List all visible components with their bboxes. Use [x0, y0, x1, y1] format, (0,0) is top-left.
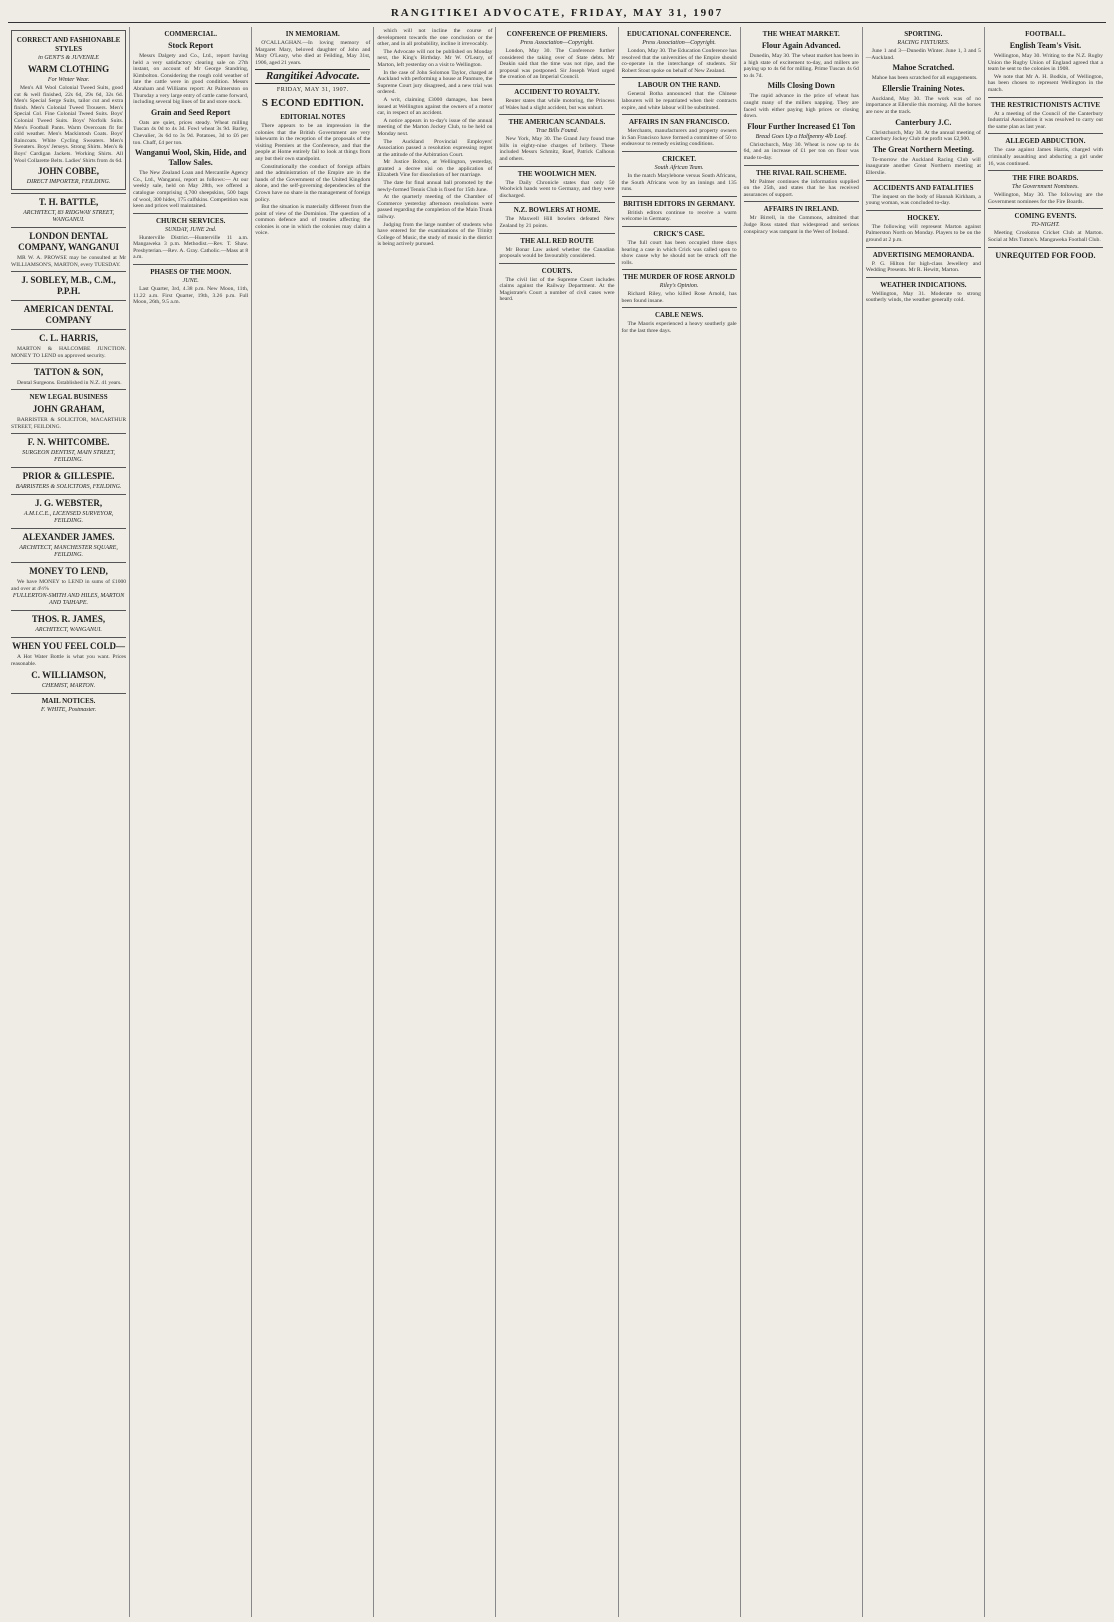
- ad-tatton-sub: Dental Surgeons. Established in N.Z. 41 years.: [17, 379, 122, 386]
- education-text: London, May 30. The Education Conference has resolved that the universities of the Empire should co-operate in the interchange of students. Sir Robert Stout spoke on behalf of New Zealand.: [621, 48, 737, 74]
- divider: [988, 247, 1103, 248]
- clothing-ad: [11, 30, 126, 190]
- murder-text: Richard Riley, who killed Rose Arnold, has been found insane.: [621, 291, 737, 304]
- church-services-heading: CHURCH SERVICES.: [155, 216, 226, 225]
- church-services-text: Hunterville District.—Hunterville 11 a.m. Mangaweka 3 p.m. Methodist.—Rev. T. Shaw. Presbyterian.—Rev. A. Gray. Catholic.—Mass at 8 a.m.: [133, 234, 249, 261]
- coming-events-heading: COMING EVENTS.: [1014, 212, 1077, 221]
- divider: [11, 193, 126, 194]
- premiers-heading: CONFERENCE OF PREMIERS.: [506, 30, 608, 38]
- news-paragraph: A writ, claiming £3000 damages, has been issued at Wellington against the owners of a motor car, in respect of an accident.: [377, 96, 493, 117]
- column-1-ads: [8, 27, 130, 1617]
- in-memoriam-text: O'CALLAGHAN.—In loving memory of Margaret Mary, beloved daughter of John and Mary O'Leary, who died at Feilding, May 31st, 1906, aged 21 years.: [255, 40, 371, 66]
- ad-cold: WHEN YOU FEEL COLD—: [12, 641, 126, 652]
- in-memoriam-heading: IN MEMORIAM.: [285, 30, 340, 38]
- hockey-heading: HOCKEY.: [907, 213, 940, 222]
- news-paragraph: The Auckland Provincial Employers' Association passed a resolution expressing regret at the attitude of the Arbitration Court.: [377, 138, 493, 158]
- divider: [622, 114, 737, 115]
- hockey-text: The following will represent Marton against Palmerston North on Monday. Players to be on the ground at 2 p.m.: [865, 223, 981, 243]
- royalty-text: Reuter states that while motoring, the Princess of Wales had a slight accident, but was unhurt.: [499, 97, 615, 111]
- divider: [744, 165, 859, 166]
- wheat-text: Dunedin, May 30. The wheat market has been in a high state of excitement to-day, and millers are paying up to 4s 6d for milling. Prime Tuscan 4s 6d to 4s 7d.: [743, 53, 859, 79]
- ad-thos-james-sub: ARCHITECT, WANGANUI.: [35, 627, 102, 634]
- english-team: English Team's Visit.: [1009, 41, 1082, 50]
- ad-alexander-james: ALEXANDER JAMES.: [22, 532, 115, 543]
- scandals-text: New York, May 30. The Grand Jury found true bills in eighty-nine charges of bribery. These included Messrs Schmitz, Ruef, Patrick Calhoun and others.: [499, 136, 615, 162]
- ad-graham-sub: BARRISTER & SOLICITOR, MACARTHUR STREET, FEILDING.: [11, 417, 127, 430]
- divider: [622, 77, 737, 78]
- paper-title: Rangitikei Advocate.: [255, 69, 370, 84]
- moon-phases-text: Last Quarter, 3rd, 4.38 p.m. New Moon, 11th, 11.22 a.m. First Quarter, 19th, 3.26 p.m. Full Moon, 26th, 9.5 a.m.: [133, 286, 249, 306]
- flour-advanced: Flour Again Advanced.: [761, 41, 841, 50]
- editors-heading: BRITISH EDITORS IN GERMANY.: [623, 199, 735, 208]
- racing-fixtures: RACING FIXTURES.: [897, 40, 950, 46]
- wool-sales-text: The New Zealand Loan and Mercantile Agency Co., Ltd., Wanganui, report as follows:— At our weekly sale, held on May 28th, we offered a catalogue comprising 4,700 sheepskins, 500 bags of wool, 300 hides, 175 calfskins. Competition was keen and prices well maintained.: [133, 170, 249, 210]
- divider: [11, 300, 126, 301]
- wheat-heading: THE WHEAT MARKET.: [762, 30, 840, 38]
- divider: [499, 114, 614, 115]
- divider: [988, 208, 1103, 209]
- divider: [11, 637, 126, 638]
- news-paragraph: In the case of John Solomon Taylor, charged at Auckland with performing a house at Panmure, the Supreme Court jury disagreed, and a new trial was ordered.: [377, 69, 493, 96]
- ad-london-dental: LONDON DENTAL COMPANY, WANGANUI: [18, 231, 119, 253]
- restrictionists-heading: THE RESTRICTIONISTS ACTIVE: [990, 100, 1101, 109]
- accidents-heading: ACCIDENTS AND FATALITIES: [873, 183, 974, 192]
- divider: [499, 166, 614, 167]
- divider: [11, 528, 126, 529]
- clothing-ad-body: Men's All Wool Colonial Tweed Suits, good cut & well finished, 22s 6d, 29s 6d, 32s 6d. Men's Special Serge Suits, tailor cut and extra finish. Men's Colonial Tweed Trousers. Men's Special Col. Fine Colonial Tweed Suits. Boys' Colonial Tweed Suits. Boys' Norfolk Suits. Men's Football Pants. Warm Overcoats fit for cold weather. Men's Mackintosh Coats. Boys' Raincoats. White Cycling Sweaters. Men's Sweaters. Boys' Jerseys. Strong Shirts. Men's & Boys' Cardigan Jackets. Working Shirts. All Wool Collarette Belts. Ladies' Shirts from 4s 6d.: [14, 85, 124, 164]
- grain-report-heading: Grain and Seed Report: [150, 107, 231, 117]
- ad-money-sub: We have MONEY to LEND in sums of £1000 and over at 4½%: [11, 579, 127, 592]
- divider: [622, 307, 737, 308]
- san-francisco-heading: AFFAIRS IN SAN FRANCISCO.: [628, 118, 730, 127]
- church-services-date: SUNDAY, JUNE 2nd.: [164, 226, 217, 233]
- editors-text: British editors continue to receive a warm welcome in Germany.: [621, 209, 737, 223]
- column-5-cables: [496, 27, 618, 1617]
- divider: [11, 467, 126, 468]
- great-northern: The Great Northern Meeting.: [872, 144, 974, 154]
- mills-text: The rapid advance in the price of wheat has caught many of the millers napping. They are faced with either paying high prices or closing down.: [743, 93, 859, 120]
- news-paragraph: The date for final annual ball promoted by the newly-formed Tennis Club is fixed for 15th June.: [377, 180, 493, 193]
- mail-notices-heading: MAIL NOTICES.: [41, 696, 96, 705]
- editorial-paragraph: But the situation is materially different from the point of view of the Dominion. The question of a common defence and of treaties affecting the colonies is one in which the colonies may claim a voice.: [255, 204, 371, 237]
- ad-williamson: C. WILLIAMSON,: [31, 669, 106, 680]
- column-4-local-news: [374, 27, 496, 1617]
- divider: [866, 247, 981, 248]
- ad-money: MONEY TO LEND,: [29, 566, 108, 577]
- ireland-heading: AFFAIRS IN IRELAND.: [763, 205, 839, 214]
- column-8-sporting: [863, 27, 985, 1617]
- divider: [11, 562, 126, 563]
- ad-alexander-james-sub: ARCHITECT, MANCHESTER SQUARE, FEILDING.: [19, 545, 118, 559]
- clothing-ad-sub: in GENT'S & JUVENILE: [38, 55, 99, 61]
- column-7-wheat: [741, 27, 863, 1617]
- divider: [866, 180, 981, 181]
- divider: [133, 264, 248, 265]
- divider: [622, 196, 737, 197]
- divider: [133, 213, 248, 214]
- clothing-ad-heading: WARM CLOTHING: [27, 64, 110, 74]
- bowlers-text: The Maxwell Hill bowlers defeated New Zealand by 21 points.: [499, 216, 615, 229]
- cable-news-text: The Maoris experienced a heavy southerly gale for the last three days.: [621, 321, 737, 335]
- rand-text: General Botha announced that the Chinese labourers will be repatriated when their contracts expire, and white labour will be substituted.: [621, 91, 737, 111]
- divider: [499, 84, 614, 85]
- courts-text: The civil list of the Supreme Court includes claims against the Railway Department. At the Magistrate's Court a number of civil cases were heard.: [499, 276, 615, 303]
- ad-graham: JOHN GRAHAM,: [32, 404, 105, 415]
- fire-boards-text: Wellington, May 30. The following are the Government nominees for the Fire Boards.: [987, 192, 1103, 205]
- bowlers-heading: N.Z. BOWLERS AT HOME.: [513, 206, 601, 215]
- cricks-case-text: The full court has been occupied three days hearing a case in which Crick was called upon to show cause why he should not be struck off the rolls.: [621, 239, 737, 266]
- premiers-text: London, May 30. The Conference further considered the taking over of State debts. Mr Deakin said that the time was not ripe, and the proposal was postponed. Sir Joseph Ward urged the creation of an Imperial Council.: [499, 48, 615, 81]
- mahoe-scratched: Mahoe Scratched.: [892, 63, 955, 73]
- ad-money-name: FULLERTON-SMITH AND HILES, MARTON AND TAIHAPE.: [12, 593, 125, 607]
- clothing-ad-sub2: For Winter Wear.: [47, 77, 90, 83]
- football-heading: FOOTBALL.: [1025, 30, 1066, 38]
- cricket-text: In the match Marylebone versus South Africans, the South Africans won by an innings and 135 runs.: [621, 172, 737, 193]
- ad-legal: NEW LEGAL BUSINESS: [29, 393, 108, 402]
- advertising-text: P. G. Hilton for high-class Jewellery and Wedding Presents. Mr R. Hewitt, Marton.: [865, 260, 981, 274]
- columns: [8, 27, 1106, 1617]
- ad-whitcombe-sub: SURGEON DENTIST, MAIN STREET, FEILDING.: [22, 450, 116, 464]
- fire-boards-sub: The Government Nominees.: [1012, 184, 1079, 191]
- ad-american-dental: AMERICAN DENTAL COMPANY: [23, 304, 114, 326]
- ad-tatton: TATTON & SON,: [33, 366, 104, 377]
- royalty-heading: ACCIDENT TO ROYALTY.: [514, 87, 600, 96]
- paper-date: FRIDAY, MAY 31, 1907.: [276, 87, 349, 94]
- ellerslie-notes: Ellerslie Training Notes.: [882, 83, 965, 93]
- editorial-paragraph: Constitutionally the conduct of foreign affairs and the administration of the Empire are in the hands of the Government of the United Kingdom alone, and the self-governing dependencies of the Crown have no share in the management of foreign policy.: [255, 163, 371, 203]
- column-2-commercial: [130, 27, 252, 1617]
- divider: [11, 271, 126, 272]
- cricket-heading: CRICKET.: [662, 154, 697, 163]
- ad-battle-sub: ARCHITECT, 83 RIDGWAY STREET, WANGANUI.: [23, 210, 114, 224]
- ad-harris: C. L. HARRIS,: [39, 333, 98, 344]
- cricks-case-heading: CRICK'S CASE.: [653, 229, 705, 238]
- grain-report-text: Oats are quiet, prices steady. Wheat milling Tuscan 4s 0d to 4s 3d. Fowl wheat 3s 9d. Barley, Chevalier, 3s 6d to 3s 9d. Potatoes, 3d to £6 per ton. Chaff, £4 per ton.: [133, 119, 249, 146]
- divider: [11, 610, 126, 611]
- ad-williamson-sign: CHEMIST, MARTON.: [41, 682, 96, 689]
- ad-sobley: J. SOBLEY, M.B., C.M., P.P.H.: [21, 275, 116, 297]
- divider: [622, 269, 737, 270]
- canterbury-text: Christchurch, May 30. At the annual meeting of Canterbury Jockey Club the profit was £2,900.: [865, 129, 981, 143]
- divider: [744, 201, 859, 202]
- clothing-ad-sign: DIRECT IMPORTER, FEILDING.: [26, 179, 111, 186]
- divider: [988, 133, 1103, 134]
- stock-report-text: Messrs Dalgety and Co., Ltd., report having held a very satisfactory clearing sale on 27th instant, on account of Mr George Standring, Kimbolton. Considering the rough cold weather of late the cattle were in good condition. Messrs Abraham and Williams report: At Palmerston on Thursday a very large entry of cattle came forward, including several big lines of fat and store stock.: [133, 53, 249, 106]
- bread-up: Bread Goes Up a Halfpenny 4lb Loaf.: [755, 133, 847, 140]
- mahoe-text: Mahoe has been scratched for all engagements.: [871, 75, 978, 82]
- editorial-paragraph: There appears to be an impression in the colonies that the British Government are very lukewarm in the reception of the proposals of the visiting Premiers at the Conference, and that the people at Home entirely fail to look at things from any but their own standpoint.: [255, 122, 371, 162]
- divider: [988, 170, 1103, 171]
- murder-sub: Riley's Opinion.: [659, 283, 699, 290]
- woolwich-text: The Daily Chronicle states that only 50 Woolwich hands went to Germany, and they were discharged.: [499, 179, 615, 199]
- divider: [11, 227, 126, 228]
- all-red-route-heading: THE ALL RED ROUTE: [520, 236, 594, 245]
- divider: [11, 329, 126, 330]
- news-paragraph: Judging from the large number of students who have entered for the examinations of the Trinity College of Music, the study of music in the district is being actively pursued.: [377, 221, 493, 248]
- editorial-notes-heading: EDITORIAL NOTES: [280, 112, 346, 121]
- divider: [499, 263, 614, 264]
- news-paragraph: The Advocate will not be published on Monday next, the King's Birthday. Mr W. O'Leary, of Marton, left yesterday on a visit to Wellington.: [377, 48, 493, 68]
- cable-news-heading: CABLE NEWS.: [654, 311, 704, 320]
- ad-thos-james: THOS. R. JAMES,: [31, 614, 106, 625]
- sporting-heading: SPORTING.: [904, 30, 943, 38]
- divider: [866, 277, 981, 278]
- press-association: Press Association—Copyright.: [642, 40, 716, 46]
- ad-battle: T. H. BATTLE,: [38, 197, 99, 208]
- scandals-heading: THE AMERICAN SCANDALS.: [508, 118, 606, 127]
- football-text: Wellington, May 30. Writing to the N.Z. Rugby Union the Rugby Union of England agreed that a team be sent to the colonies in 1908.: [987, 53, 1103, 73]
- clothing-ad-title: CORRECT AND FASHIONABLE STYLES: [16, 36, 121, 53]
- divider: [11, 363, 126, 364]
- moon-phases-heading: PHASES OF THE MOON.: [150, 268, 232, 277]
- unrequited-heading: UNREQUITED FOR FOOD.: [995, 250, 1096, 260]
- abduction-text: The case against James Harris, charged with criminally assaulting and abducting a girl under 16, was continued.: [987, 147, 1103, 167]
- tonight: TO-NIGHT.: [1031, 222, 1060, 229]
- masthead-rule: [8, 22, 1106, 23]
- fire-boards-heading: THE FIRE BOARDS.: [1012, 174, 1079, 183]
- divider: [499, 233, 614, 234]
- page-masthead: RANGITIKEI ADVOCATE, FRIDAY, MAY 31, 1907: [390, 7, 724, 19]
- events-text: Meeting Crookston Cricket Club at Marton. Social at Mrs Tutton's. Mangaweka Football Club.: [987, 230, 1103, 243]
- wool-sales-heading: Wanganui Wool, Skin, Hide, and Tallow Sales.: [134, 148, 247, 168]
- san-francisco-text: Merchants, manufacturers and property owners in San Francisco have formed a committee of 50 to endeavour to remedy existing conditions.: [621, 128, 737, 148]
- divider: [988, 97, 1103, 98]
- ad-prior: PRIOR & GILLESPIE.: [22, 471, 115, 482]
- flour-increased: Flour Further Increased £1 Ton: [747, 121, 856, 131]
- commercial-heading: COMMERCIAL.: [164, 30, 218, 38]
- woolwich-heading: THE WOOLWICH MEN.: [517, 169, 597, 178]
- ad-webster: J. G. WEBSTER,: [35, 498, 103, 509]
- divider: [11, 494, 126, 495]
- ad-harris-sub: MARTON & HALCOMBE JUNCTION. MONEY TO LEND on approved security.: [11, 346, 127, 359]
- divider: [11, 693, 126, 694]
- news-paragraph: A notice appears in to-day's issue of the annual meeting of the Marton Jockey Club, to be held on Monday next.: [377, 117, 493, 137]
- rand-heading: LABOUR ON THE RAND.: [637, 81, 721, 90]
- restrictionists-text: At a meeting of the Council of the Canterbury Industrial Association it was resolved to carry out the same plan as last year.: [987, 110, 1103, 130]
- ad-whitcombe: F. N. WHITCOMBE.: [27, 437, 110, 448]
- moon-phases-month: JUNE.: [182, 278, 199, 285]
- cricket-sub: South African Team.: [654, 164, 704, 171]
- clothing-ad-name: JOHN COBBE,: [38, 166, 100, 177]
- weather-heading: WEATHER INDICATIONS.: [880, 280, 967, 289]
- divider: [11, 433, 126, 434]
- fixtures-text: June 1 and 3—Dunedin Winter. June 1, 3 and 5—Auckland.: [865, 48, 981, 61]
- divider: [866, 210, 981, 211]
- press-association: Press Association—Copyright.: [520, 40, 594, 46]
- second-edition: S ECOND EDITION.: [261, 96, 364, 109]
- stock-report-heading: Stock Report: [168, 41, 214, 50]
- flour-text: Christchurch, May 30. Wheat is now up to 4s 6d, and an increase of £1 per ton on flour was made to-day.: [743, 141, 859, 161]
- mills-closing: Mills Closing Down: [767, 81, 835, 91]
- divider: [11, 389, 126, 390]
- rail-scheme-heading: THE RIVAL RAIL SCHEME.: [755, 168, 847, 177]
- ireland-text: Mr Birrell, in the Commons, admitted that Judge Ross stated that widespread and serious conspiracy was rampant in the West of Ireland.: [743, 215, 859, 235]
- news-paragraph: which will not incline the course of development towards the one conclusion or the other, and in all probability, incline it irrevocably.: [377, 28, 493, 48]
- ad-london-dental-sub: MR W. A. PROWSE may be consulted at Mr WILLIAMSON'S, MARTON, every TUESDAY.: [11, 255, 127, 268]
- canterbury-jc: Canterbury J.C.: [895, 117, 952, 127]
- football-text-2: We note that Mr A. H. Bodkin, of Wellington, has been chosen to represent Wellington in the match.: [987, 73, 1103, 93]
- news-paragraph: At the quarterly meeting of the Chamber of Commerce yesterday afternoon resolutions were passed regarding the completion of the Main Trunk railway.: [377, 194, 493, 221]
- scandals-sub: True Bills Found.: [535, 128, 579, 135]
- abduction-heading: ALLEGED ABDUCTION.: [1005, 137, 1086, 146]
- murder-heading: THE MURDER OF ROSE ARNOLD: [623, 273, 735, 282]
- rail-scheme-text: Mr Palmer continues the information supplied on the 25th, and states that he has received assurances of support.: [743, 178, 859, 198]
- divider: [622, 151, 737, 152]
- all-red-route-text: Mr Bonar Law asked whether the Canadian proposals would be favourably considered.: [499, 246, 615, 260]
- great-northern-text: To-morrow the Auckland Racing Club will inaugurate another Great Northern meeting at Ellerslie.: [865, 156, 981, 176]
- education-heading: EDUCATIONAL CONFERENCE.: [627, 30, 732, 38]
- news-paragraph: Mr Justice Bolton, at Wellington, yesterday, granted a decree nisi on the application of Elizabeth Vine for dissolution of her marriage.: [377, 159, 493, 179]
- divider: [622, 226, 737, 227]
- divider: [499, 202, 614, 203]
- weather-text: Wellington, May 31. Moderate to strong southerly winds, the weather generally cold.: [865, 290, 981, 304]
- mail-notices-sign: F. WHITE, Postmaster.: [41, 706, 97, 713]
- ad-cold-sub: A Hot Water Bottle is what you want. Prices reasonable.: [11, 654, 127, 668]
- column-3-editorial: [252, 27, 374, 1617]
- ad-prior-sub: BARRISTERS & SOLICITORS, FEILDING.: [15, 484, 122, 491]
- ellerslie-text: Auckland, May 30. The work was of no importance at Ellerslie this morning. All the horses are now at the track.: [865, 95, 981, 115]
- column-6-cables: [619, 27, 741, 1617]
- ad-webster-sub: A.M.I.C.E., LICENSED SURVEYOR, FEILDING.: [23, 511, 114, 525]
- advertising-heading: ADVERTISING MEMORANDA.: [872, 250, 974, 259]
- column-9-football: [985, 27, 1106, 1617]
- accidents-text: The inquest on the body of Hannah Kirkham, a young woman, was concluded to-day.: [865, 193, 981, 207]
- courts-heading: COURTS.: [541, 266, 573, 275]
